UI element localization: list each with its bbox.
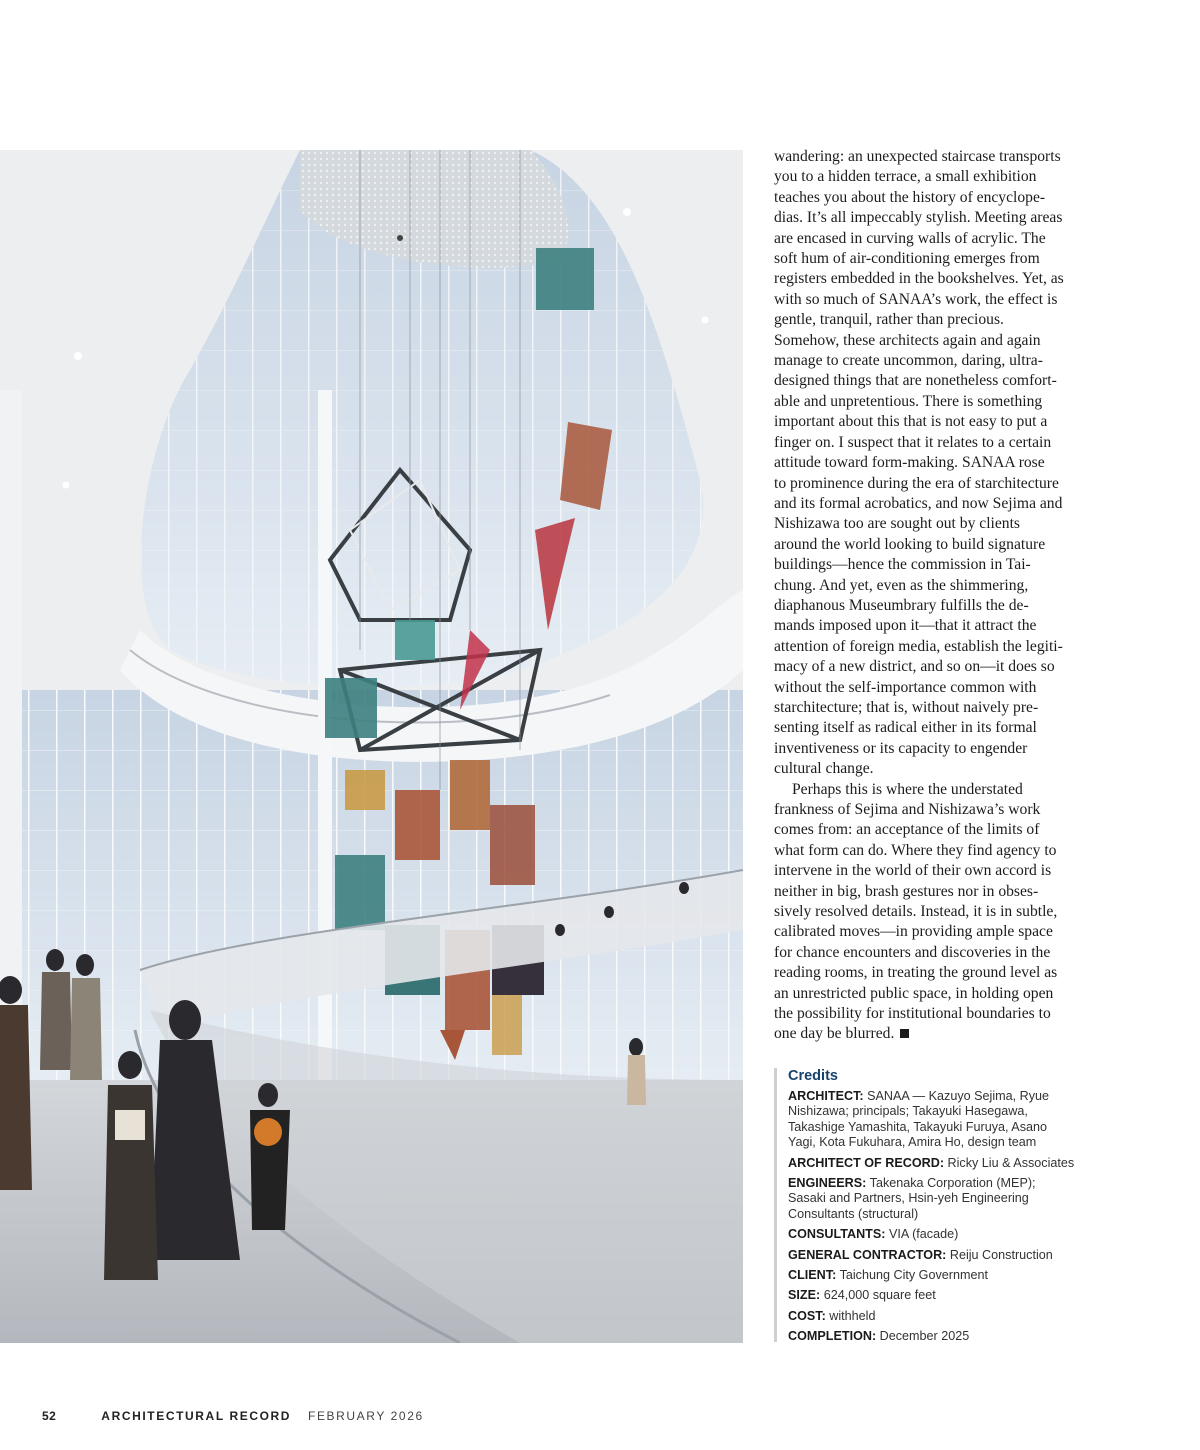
credit-line xyxy=(788,1104,1094,1119)
atrium-photo xyxy=(0,150,743,1343)
page-number: 52 xyxy=(42,1409,57,1423)
article-body xyxy=(774,147,1090,1045)
credit-label: SIZE: xyxy=(788,1288,821,1303)
paragraph-2 xyxy=(774,780,1090,1045)
article-line: without the self-importance common with xyxy=(774,678,1037,696)
credit-value: Takashige Yamashita, Takayuki Furuya, Asano xyxy=(788,1119,1048,1134)
credits-list xyxy=(788,1089,1094,1345)
credit-value: VIA (facade) xyxy=(888,1227,959,1242)
article-line: senting itself as radical either in its formal xyxy=(774,719,1037,737)
credit-value: Nishizawa; principals; Takayuki Hasegawa, xyxy=(788,1104,1028,1119)
article-line: inventiveness or its capacity to engender xyxy=(774,739,1028,757)
article-line: Perhaps this is where the understated xyxy=(792,780,1023,798)
issue-date: FEBRUARY 2026 xyxy=(308,1409,424,1423)
end-mark-icon xyxy=(900,1029,909,1038)
credit-label: GENERAL CONTRACTOR: xyxy=(788,1247,947,1262)
article-line: mands imposed upon it—that it attract the xyxy=(774,617,1037,635)
article-line: attention of foreign media, establish the legiti- xyxy=(774,637,1063,655)
credit-value: SANAA — Kazuyo Sejima, Ryue xyxy=(867,1089,1050,1103)
paragraph-1 xyxy=(774,147,1090,780)
article-line: one day be blurred. xyxy=(774,1024,1090,1044)
article-line: calibrated moves—in providing ample space xyxy=(774,923,1053,941)
credit-label: COST: xyxy=(788,1308,826,1323)
article-line: the possibility for institutional boundaries to xyxy=(774,1005,1051,1023)
credit-item xyxy=(788,1288,1094,1303)
credit-label: CONSULTANTS: xyxy=(788,1227,886,1242)
article-line: frankness of Sejima and Nishizawa’s work xyxy=(774,801,1041,818)
credit-label: ENGINEERS: xyxy=(788,1176,867,1191)
article-line: are encased in curving walls of acrylic. The xyxy=(774,229,1046,247)
article-line: intervene in the world of their own accord is xyxy=(774,862,1052,880)
credit-line xyxy=(788,1288,1094,1303)
article-line: wandering: an unexpected staircase transports xyxy=(774,148,1061,165)
article-line: for chance encounters and discoveries in the xyxy=(774,943,1051,961)
article-line: gentle, tranquil, rather than precious. xyxy=(774,311,1004,329)
credit-line xyxy=(788,1089,1094,1104)
credit-item xyxy=(788,1268,1094,1283)
article-line: neither in big, brash gestures nor in obses- xyxy=(774,882,1039,900)
article-line: cultural change. xyxy=(774,760,874,778)
credit-item xyxy=(788,1156,1094,1171)
article-line: and its formal acrobatics, and now Sejima and xyxy=(774,494,1063,512)
credit-line xyxy=(788,1248,1094,1263)
credit-item xyxy=(788,1227,1094,1242)
page-footer xyxy=(42,1409,424,1425)
article-line: registers embedded in the bookshelves. Yet, as xyxy=(774,270,1064,288)
credit-value: Takenaka Corporation (MEP); xyxy=(869,1176,1036,1191)
credit-line xyxy=(788,1191,1094,1206)
credit-value: Consultants (structural) xyxy=(788,1206,919,1221)
credit-line xyxy=(788,1227,1094,1242)
credit-line xyxy=(788,1329,1094,1344)
photo-atrium-icon xyxy=(0,150,743,1343)
article-line: around the world looking to build signature xyxy=(774,535,1046,553)
article-line: starchitecture; that is, without naively pre- xyxy=(774,698,1039,716)
credit-value: December 2025 xyxy=(879,1329,970,1344)
credit-line xyxy=(788,1156,1094,1171)
article-line: Nishizawa too are sought out by clients xyxy=(774,515,1020,533)
article-line: buildings—hence the commission in Tai- xyxy=(774,556,1031,574)
article-line: finger on. I suspect that it relates to a certain xyxy=(774,433,1052,451)
credit-label: CLIENT: xyxy=(788,1268,837,1283)
article-line: teaches you about the history of encyclope- xyxy=(774,188,1046,206)
article-line: able and unpretentious. There is something xyxy=(774,392,1043,410)
credit-line xyxy=(788,1268,1094,1283)
article-line: an unrestricted public space, in holding open xyxy=(774,984,1054,1002)
article-line: reading rooms, in treating the ground level as xyxy=(774,964,1058,982)
credit-value: Ricky Liu & Associates xyxy=(947,1155,1075,1170)
credit-line xyxy=(788,1120,1094,1135)
article-line: important about this that is not easy to put a xyxy=(774,413,1048,431)
credit-value: withheld xyxy=(829,1308,876,1323)
article-line: Somehow, these architects again and again xyxy=(774,331,1041,349)
article-line: what form can do. Where they find agency to xyxy=(774,841,1057,859)
article-line: manage to create uncommon, daring, ultra- xyxy=(774,352,1043,370)
article-line: attitude toward form-making. SANAA rose xyxy=(774,454,1045,472)
credit-item xyxy=(788,1089,1094,1151)
credit-value: Reiju Construction xyxy=(949,1247,1053,1262)
credit-value: Taichung City Government xyxy=(839,1268,988,1283)
credit-item xyxy=(788,1176,1094,1222)
article-line: you to a hidden terrace, a small exhibition xyxy=(774,168,1037,186)
article-line: to prominence during the era of starchitecture xyxy=(774,474,1059,492)
credit-item xyxy=(788,1309,1094,1324)
credit-line xyxy=(788,1176,1094,1191)
credit-item xyxy=(788,1329,1094,1344)
credit-value: Yagi, Kota Fukuhara, Amira Ho, design team xyxy=(788,1135,1037,1150)
credit-value: Sasaki and Partners, Hsin-yeh Engineering xyxy=(788,1191,1029,1206)
article-line: soft hum of air-conditioning emerges from xyxy=(774,250,1040,268)
credit-value: 624,000 square feet xyxy=(823,1288,936,1303)
article-line: with so much of SANAA’s work, the effect is xyxy=(774,290,1058,308)
credit-label: ARCHITECT OF RECORD: xyxy=(788,1155,945,1170)
article-line: sively resolved details. Instead, it is in subtle, xyxy=(774,903,1058,921)
article-line: diaphanous Museumbrary fulfills the de- xyxy=(774,596,1029,614)
magazine-title: ARCHITECTURAL RECORD xyxy=(101,1409,292,1423)
article-line: comes from: an acceptance of the limits of xyxy=(774,821,1040,839)
article-line: dias. It’s all impeccably stylish. Meeting areas xyxy=(774,209,1063,227)
article-line: designed things that are nonetheless comfort- xyxy=(774,372,1057,390)
credit-line xyxy=(788,1135,1094,1150)
credit-label: COMPLETION: xyxy=(788,1329,877,1344)
article-line: macy of a new district, and so on—it does so xyxy=(774,658,1055,676)
credits-heading: Credits xyxy=(788,1068,838,1084)
article-line: chung. And yet, even as the shimmering, xyxy=(774,576,1029,594)
credit-line xyxy=(788,1309,1094,1324)
credit-item xyxy=(788,1248,1094,1263)
credit-line xyxy=(788,1207,1094,1222)
credit-label: ARCHITECT: xyxy=(788,1089,864,1103)
credits-box xyxy=(774,1068,1094,1342)
